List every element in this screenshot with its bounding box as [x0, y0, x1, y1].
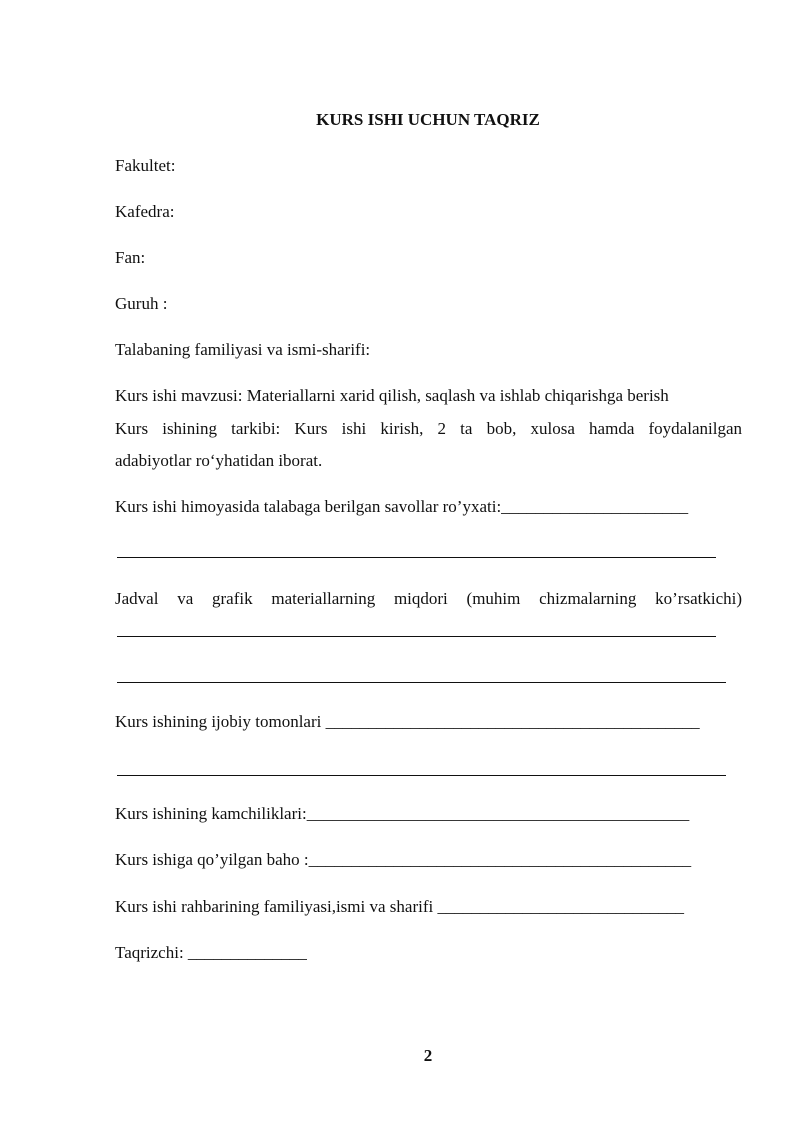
field-mavzu: Kurs ishi mavzusi: Materiallarni xarid qilish, saqlash va ishlab chiqarishga berish — [115, 386, 669, 405]
blank-rule-jadval-1 — [117, 636, 716, 637]
document-title: KURS ISHI UCHUN TAQRIZ — [316, 110, 540, 129]
page-number: 2 — [423, 1046, 433, 1065]
field-baho: Kurs ishiga qo’yilgan baho :_____________________________________________ — [115, 850, 692, 869]
field-tarkib-line2: adabiyotlar ro‘yhatidan iborat. — [115, 451, 323, 470]
blank-rule-savollar — [117, 557, 716, 558]
blank-rule-ijobiy — [117, 775, 726, 776]
field-jadval: Jadval va grafik materiallarning miqdori (muhim chizmalarning ko’rsatkichi) — [115, 589, 742, 608]
field-guruh: Guruh : — [115, 294, 168, 313]
field-rahbar: Kurs ishi rahbarining familiyasi,ismi va sharifi _____________________________ — [115, 897, 684, 916]
field-savollar: Kurs ishi himoyasida talabaga berilgan savollar ro’yxati:______________________ — [115, 497, 689, 516]
field-kafedra: Kafedra: — [115, 202, 175, 221]
field-fan: Fan: — [115, 248, 146, 267]
blank-rule-jadval-2 — [117, 682, 726, 683]
field-taqrizchi: Taqrizchi: ______________ — [115, 943, 307, 962]
field-kamchiliklar: Kurs ishining kamchiliklari:_____________________________________________ — [115, 804, 690, 823]
field-fakultet: Fakultet: — [115, 156, 176, 175]
field-tarkib-line1: Kurs ishining tarkibi: Kurs ishi kirish, 2 ta bob, xulosa hamda foydalanilgan — [115, 419, 742, 438]
field-ijobiy: Kurs ishining ijobiy tomonlari ____________________________________________ — [115, 712, 700, 731]
field-talaba-name: Talabaning familiyasi va ismi-sharifi: — [115, 340, 371, 359]
